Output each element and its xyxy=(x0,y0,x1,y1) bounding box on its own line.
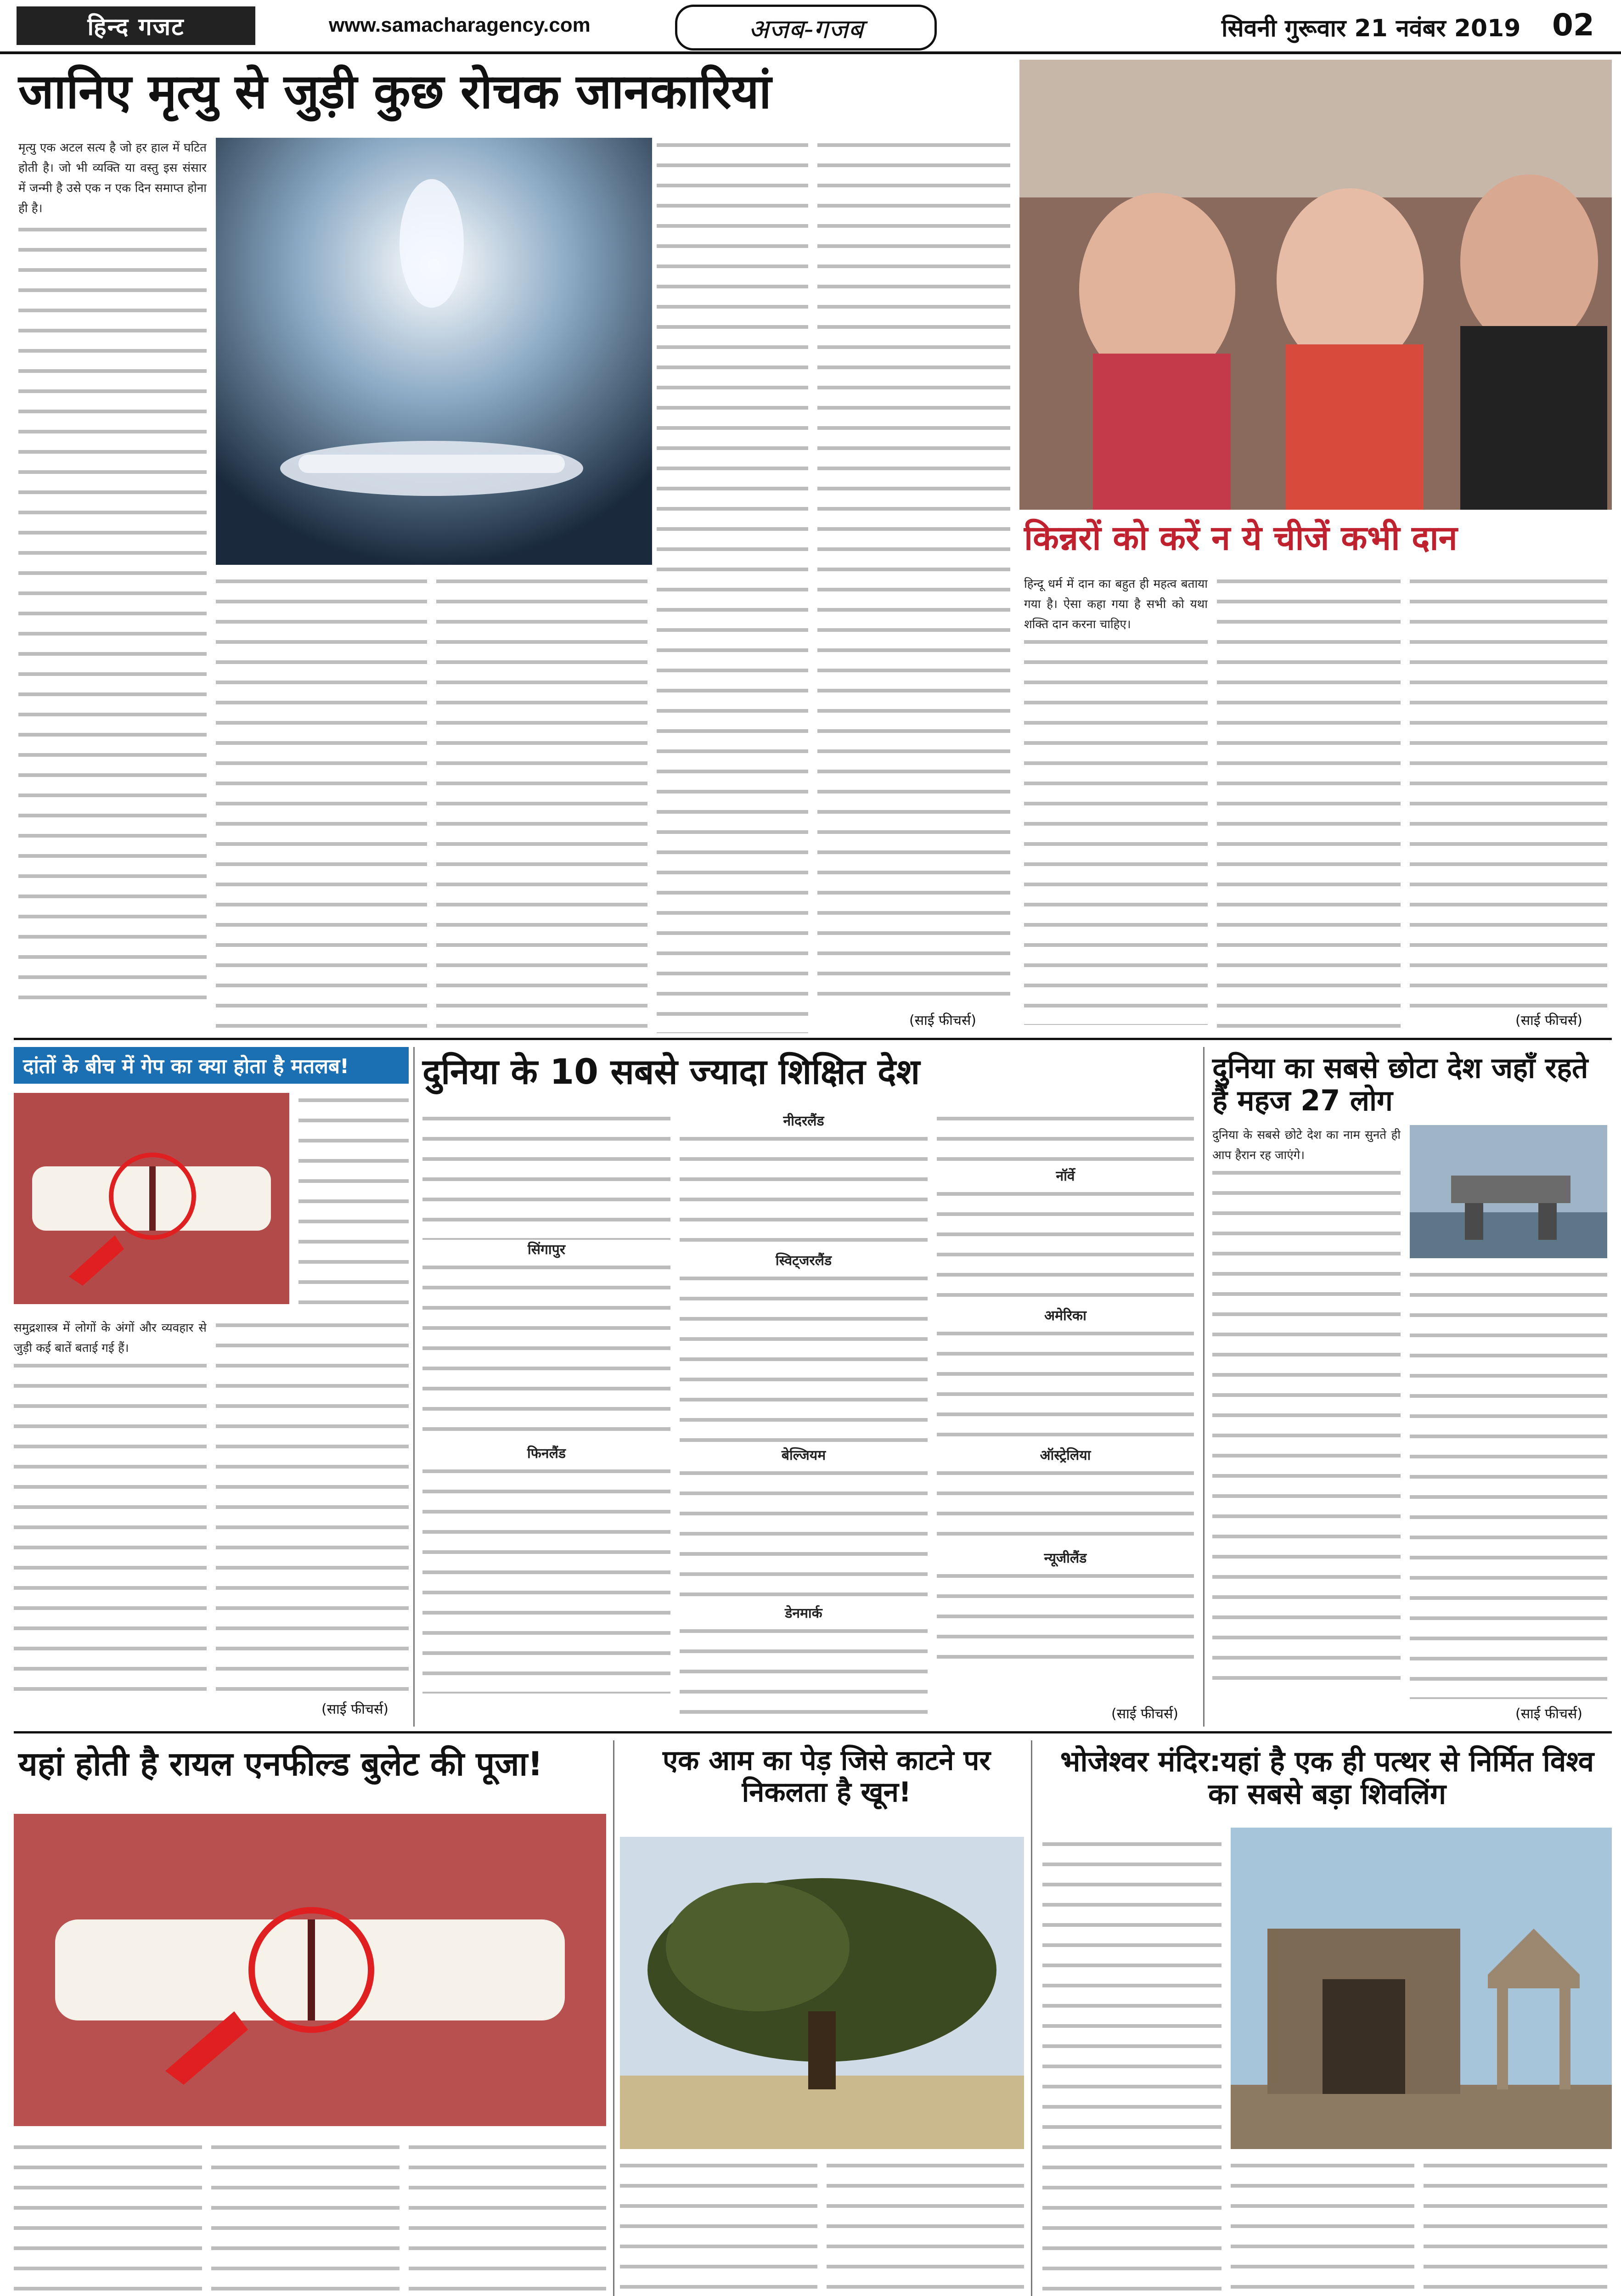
text-block xyxy=(18,222,207,1003)
death-facts-column xyxy=(657,138,808,1033)
text-block xyxy=(216,574,427,1033)
sealand-photo xyxy=(1410,1125,1607,1258)
page-number: 02 xyxy=(1552,7,1594,43)
teeth-gap-lead: समुद्रशास्त्र में लोगों के अंगों और व्यवहार से जुड़ी कई बातें बताई गई हैं। xyxy=(14,1321,207,1355)
text-block xyxy=(436,574,647,1033)
bhojeshwar-temple-photo xyxy=(1231,1828,1612,2149)
column-divider xyxy=(1203,1047,1204,1727)
subhead-usa: अमेरिका xyxy=(1044,1308,1086,1324)
bhojeshwar-column xyxy=(1231,2158,1414,2296)
text-block xyxy=(937,1569,1194,1670)
educated-countries-column xyxy=(422,1111,670,1717)
teeth-gap-column xyxy=(14,1318,207,1713)
text-block xyxy=(1217,574,1401,1033)
kinnar-column xyxy=(1410,574,1607,1010)
text-block xyxy=(1410,1267,1607,1699)
bleeding-tree-column xyxy=(827,2158,1024,2296)
text-block xyxy=(827,2158,1024,2296)
text-block xyxy=(657,138,808,1033)
smallest-country-column xyxy=(1410,1267,1607,1699)
subhead-switzerland: स्विट्जरलैंड xyxy=(775,1253,832,1269)
bullet-worship-headline: यहां होती है रायल एनफील्ड बुलेट की पूजा! xyxy=(18,1745,543,1783)
smallest-country-column xyxy=(1212,1125,1401,1713)
teeth-gap-credit: (साई फीचर्स) xyxy=(321,1701,388,1717)
educated-countries-credit: (साई फीचर्स) xyxy=(1111,1706,1178,1722)
kinnar-photo xyxy=(1019,60,1612,510)
kinnar-column xyxy=(1217,574,1401,1033)
educated-countries-column xyxy=(937,1111,1194,1699)
text-block xyxy=(1231,2158,1414,2296)
text-block xyxy=(1410,574,1607,1010)
bleeding-tree-headline: एक आम का पेड़ जिसे काटने पर निकलता है खून! xyxy=(663,1745,991,1808)
death-facts-column xyxy=(436,574,647,1033)
bullet-worship-column xyxy=(14,2140,202,2296)
bullet-worship-column xyxy=(211,2140,400,2296)
bleeding-tree-column xyxy=(620,2158,817,2296)
text-block xyxy=(1424,2158,1607,2296)
text-block xyxy=(1024,635,1208,1025)
death-facts-column xyxy=(817,138,1010,1010)
section-divider xyxy=(14,1038,1612,1040)
subhead-norway: नॉर्वे xyxy=(1056,1168,1075,1184)
text-block xyxy=(937,1111,1194,1166)
text-block xyxy=(14,1358,207,1707)
text-block xyxy=(680,1131,928,1251)
text-block xyxy=(680,1271,928,1446)
subhead-denmark: डेनमार्क xyxy=(785,1605,822,1621)
website-url[interactable]: www.samacharagency.com xyxy=(329,14,591,36)
bleeding-tree-photo xyxy=(620,1837,1024,2149)
text-block xyxy=(298,1093,409,1309)
teeth-gap-column xyxy=(216,1318,409,1694)
text-block xyxy=(422,1260,670,1444)
text-block xyxy=(1212,1165,1401,1694)
bhojeshwar-column xyxy=(1424,2158,1607,2296)
subhead-new-zealand: न्यूजीलैंड xyxy=(1044,1550,1087,1566)
smallest-country-lead: दुनिया के सबसे छोटे देश का नाम सुनते ही आप हैरान रह जाएंगे। xyxy=(1212,1128,1401,1162)
teeth-gap-headline: दांतों के बीच में गेप का क्या होता है मतलब! xyxy=(14,1047,409,1084)
kinnar-credit: (साई फीचर्स) xyxy=(1515,1013,1582,1029)
text-block xyxy=(937,1466,1194,1548)
subhead-australia: ऑस्ट्रेलिया xyxy=(1040,1447,1091,1463)
death-facts-column xyxy=(216,574,427,1033)
bullet-worship-column xyxy=(409,2140,606,2296)
text-block xyxy=(1042,1837,1221,2296)
kinnar-headline: किन्नरों को करें न ये चीजें कभी दान xyxy=(1024,518,1458,558)
column-divider xyxy=(413,1047,415,1727)
teeth-photo xyxy=(14,1093,289,1304)
text-block xyxy=(620,2158,817,2296)
death-facts-lead: मृत्यु एक अटल सत्य है जो हर हाल में घटित होती है। जो भी व्यक्ति या वस्तु इस संसार में जन्मी है उसे एक न एक दिन समाप्त होना ही है। xyxy=(18,141,207,215)
text-block xyxy=(14,2140,202,2296)
subhead-singapore: सिंगापुर xyxy=(527,1242,566,1258)
death-facts-headline: जानिए मृत्यु से जुड़ी कुछ रोचक जानकारियां xyxy=(18,63,771,119)
text-block xyxy=(409,2140,606,2296)
newspaper-logo: हिन्द गजट xyxy=(17,6,255,45)
column-divider xyxy=(1031,1740,1032,2296)
kinnar-lead: हिन्दू धर्म में दान का बहुत ही महत्व बताया गया है। ऐसा कहा गया है सभी को यथा शक्ति दान करना चाहिए। xyxy=(1024,577,1208,631)
text-block xyxy=(937,1326,1194,1446)
educated-countries-column xyxy=(680,1111,928,1717)
death-facts-credit: (साई फीचर्स) xyxy=(909,1013,976,1029)
smallest-country-headline: दुनिया का सबसे छोटा देश जहाँ रहते हैं महज 27 लोग xyxy=(1212,1051,1588,1118)
subhead-belgium: बेल्जियम xyxy=(781,1447,826,1463)
section-divider xyxy=(14,1731,1612,1733)
text-block xyxy=(680,1624,928,1716)
masthead xyxy=(0,0,1621,54)
text-block xyxy=(216,1318,409,1694)
subhead-finland: फिनलैंड xyxy=(527,1446,566,1462)
text-block xyxy=(817,138,1010,1001)
dateline: सिवनी गुरूवार 21 नवंबर 2019 xyxy=(1221,15,1521,42)
subhead-netherlands: नीदरलैंड xyxy=(783,1113,824,1129)
death-illustration xyxy=(216,138,652,565)
smallest-country-credit: (साई फीचर्स) xyxy=(1515,1706,1582,1722)
kinnar-column xyxy=(1024,574,1208,1033)
educated-countries-headline: दुनिया के 10 सबसे ज्यादा शिक्षित देश xyxy=(422,1051,920,1092)
text-block xyxy=(680,1466,928,1604)
text-block xyxy=(211,2140,400,2296)
text-block xyxy=(937,1187,1194,1306)
column-divider xyxy=(613,1740,614,2296)
section-title: अजब-गजब xyxy=(675,5,937,51)
bhojeshwar-column xyxy=(1042,1837,1221,2296)
bullet-worship-photo xyxy=(14,1814,606,2126)
teeth-gap-column xyxy=(298,1093,409,1309)
text-block xyxy=(422,1464,670,1694)
bhojeshwar-headline: भोजेश्वर मंदिर:यहां है एक ही पत्थर से निर्मित विश्व का सबसे बड़ा शिवलिंग xyxy=(1060,1745,1594,1811)
text-block xyxy=(422,1111,670,1240)
death-facts-column xyxy=(18,138,207,1033)
